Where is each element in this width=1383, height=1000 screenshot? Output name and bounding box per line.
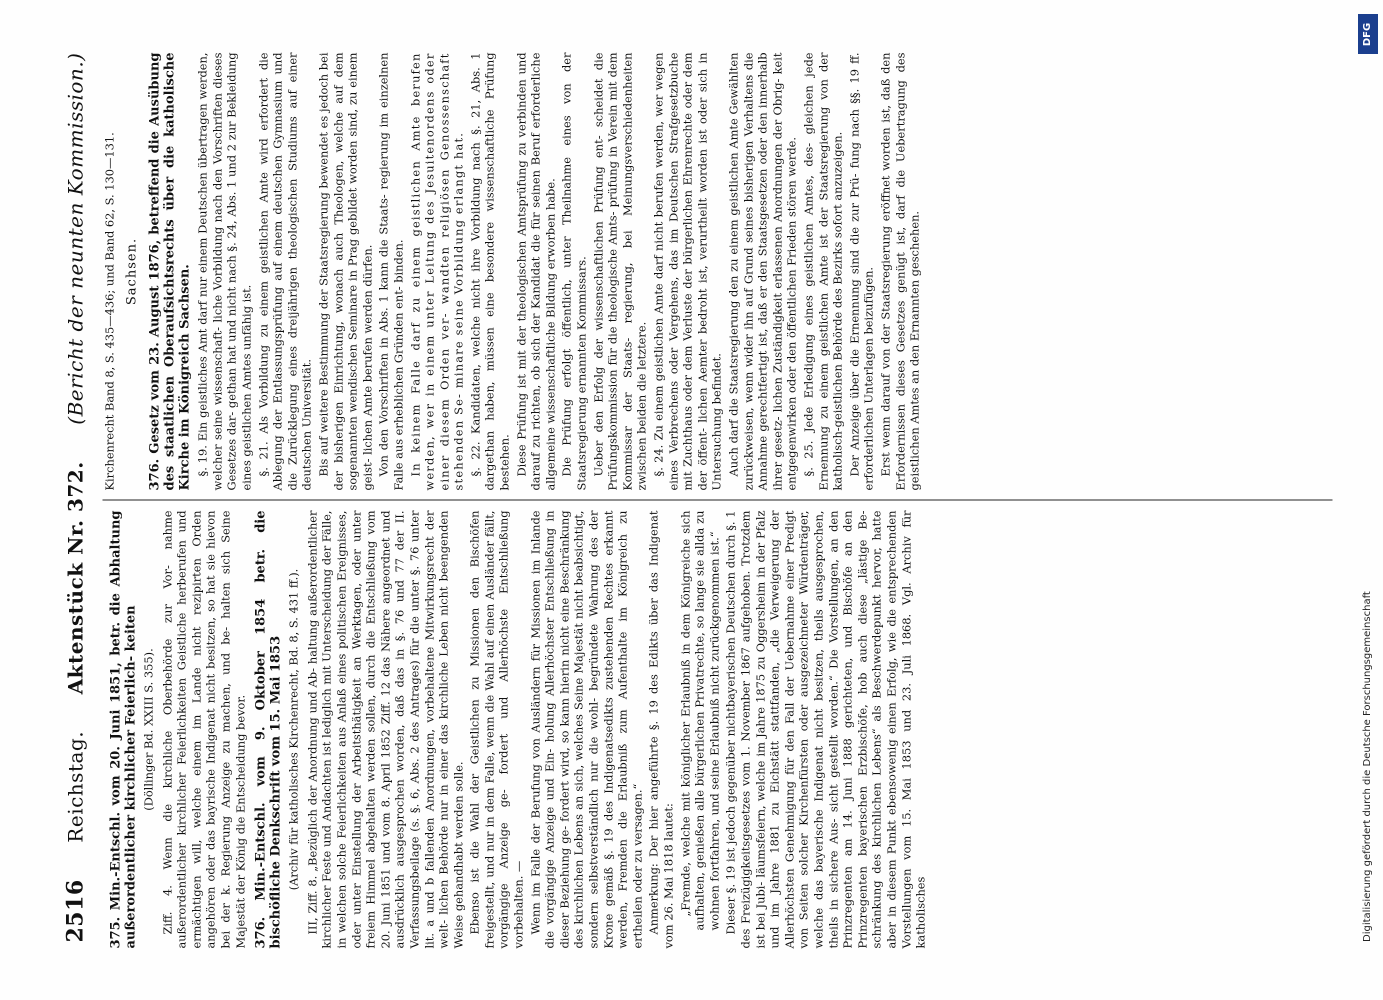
left-column bbox=[102, 510, 930, 948]
section-376-note: Anmerkung: Der hier angeführte §. 19 des Edikts über das Indigenat vom 26. Mai 1818 lautet: bbox=[646, 510, 675, 948]
section-376-reference: (Archiv für katholisches Kirchenrecht, Bd. 8, S. 431 ff.). bbox=[286, 568, 301, 890]
paragraph-19: §. 19. Ein geistliches Amt darf nur einem Deutschen übertragen werden, welcher seine wissenschaft- liche Vorbildung nach den Vorschriften dieses Gesetzes dar- gethan hat und nicht nach §. 24, Abs. 1 und 2 zur Bekleidung eines geistlichen Amtes unfähig ist. bbox=[195, 52, 253, 490]
paragraph-24-b: Auch darf die Staatsregierung den zu einem geistlichen Amte Gewählten zurückweisen, wenn wider ihn auf Grund seines bisherigen Verhaltens die Annahme gerechtfertigt ist, daß er den Staatsgesetzen oder den innerhalb ihrer gesetz- lichen Zuständigkeit erlassenen Anordnungen der Obrig- keit entgegenwirken oder den öffentlichen Frieden stören werde. bbox=[725, 52, 799, 490]
column-rule bbox=[102, 499, 1332, 500]
digitization-credit bbox=[1356, 14, 1380, 984]
paragraph-22-b: Diese Prüfung ist mit der theologischen Amtsprüfung zu verbinden und darauf zu richten, ob sich der Kandidat die für seinen Beruf erforderliche allgemeine wissenschaftliche Bildung erworben habe. bbox=[513, 52, 557, 490]
paragraph-21-c: Von den Vorschriften in Abs. 1 kann die Staats- regierung im einzelnen Falle aus erheblichen Gründen ent- binden. bbox=[376, 52, 405, 490]
section-376-paragraph-3: Wenn im Falle der Berufung von Ausländern für Missionen im Inlande die vorgängige Anzeige und Ein- holung Allerhöchster Entschließung in dieser Beziehung ge- fordert wird, so kann hierin nicht eine Beschränkung des kirchlichen Lebens an sich, welches Seine Majestät nicht beabsichtigt, sondern selbstverständlich nur die wohl- begründete Wahrung des der Krone gemäß §. 19 des Indigenatsedikts zustehenden Rechtes erkannt werden, Fremden die Erlaubniß zum Aufenthalte im Königreich zu ertheilen oder zu versagen.“ bbox=[527, 510, 644, 948]
right-column-intro: Kirchenrecht Band 8, S. 435—436; und Band 62, S. 130—131. bbox=[102, 131, 116, 490]
paragraph-21-d: In keinem Falle darf zu einem geistlichen Amte berufen werden, wer in einem unter Leitung des Jesuitenordens oder einer diesem Orden ver- wandten religiösen Genossenschaft stehenden Se- minare seine Vorbildung erlangt hat. bbox=[407, 52, 466, 490]
section-376-paragraph-2: Ebenso ist die Wahl der Geistlichen zu Missionen den Bischöfen freigestellt, und nur in dem Falle, wenn die Wahl auf einen Ausländer fällt, vorgängige Anzeige ge- fordert und Allerhöchste Entschließung vorbehalten. — bbox=[467, 510, 526, 948]
paragraph-21: §. 21. Als Vorbildung zu einem geistlichen Amte wird erfordert die Ablegung der Entlassungsprüfung auf einem deutschen Gymnasium und die Zurücklegung eines dreijährigen theologischen Studiums auf einer deutschen Universität. bbox=[255, 52, 314, 490]
paragraph-22-d: Ueber den Erfolg der wissenschaftlichen Prüfung ent- scheidet die Prüfungskommission für die theologische Amts- prüfung in Verein mit dem Kommissar der Staats- regierung, bei Meinungsverschiedenheiten zwischen beiden die letztere. bbox=[590, 52, 649, 490]
state-heading: Sachsen. bbox=[123, 237, 139, 305]
running-head-left: Reichstag. bbox=[63, 730, 87, 843]
running-head-center: Aktenstück Nr. 372. bbox=[63, 460, 87, 694]
right-column bbox=[102, 52, 930, 490]
running-head bbox=[62, 52, 88, 948]
section-375-paragraph: Ziff. 4. Wenn die kirchliche Oberbehörde zur Vor- nahme außerordentlicher kirchlicher Feierlichkeiten Geistliche herberufen und ermächtigen will, welche einem im Lande nicht rezipirten Orden angehören oder das bayrische Indigenat nicht besitzen, so hat sie hievon bei der k. Regierung Anzeige zu machen, und be- halten sich Seine Majestät der König die Entscheidung bevor. bbox=[159, 510, 247, 948]
paragraph-22: §. 22. Kandidaten, welche nicht ihre Vorbildung nach §. 21, Abs. 1 dargethan haben, müssen eine besondere wissenschaftliche Prüfung bestehen. bbox=[467, 52, 512, 490]
section-375-title: 375. Min.-Entschl. vom 20. Juni 1851, betr. die Abhaltung außerordentlicher kirchlicher Feierlich- keiten bbox=[108, 510, 138, 948]
paragraph-21-b: Bis auf weitere Bestimmung der Staatsregierung bewendet es jedoch bei der bisherigen Einrichtung, wonach auch Theologen, welche auf dem sogenannten wendischen Seminare in Prag gebildet worden sind, zu einem geist- lichen Amte berufen werden dürfen. bbox=[315, 52, 374, 490]
dfg-logo-text: DFG bbox=[1362, 22, 1374, 46]
section-376-quote: „Fremde, welche mit königlicher Erlaubniß in dem Königreiche sich aufhalten, genießen alle bürgerlichen Privatrechte, so lange sie allda zu wohnen fortfahren, und seine Erlaubniß nicht zurückgenommen ist.“ bbox=[677, 510, 721, 930]
paragraph-25-c: Erst wenn darauf von der Staatsregierung eröffnet worden ist, daß den Erfordernissen dieses Gesetzes genügt ist, darf die Uebertragung des geistlichen Amtes an den Ernannten geschehen. bbox=[877, 52, 922, 490]
page-number: 2516 bbox=[62, 878, 88, 942]
section-376-title: 376. Min.-Entschl. vom 9. Oktober 1854 betr. die bischöfliche Denkschrift vom 15. Mai 1853 bbox=[253, 510, 284, 948]
running-head-right: (Bericht der neunten Kommission.) bbox=[63, 52, 87, 425]
text-columns bbox=[102, 52, 930, 948]
paragraph-25-b: Der Anzeige über die Ernennung sind die zur Prü- fung nach §§. 19 ff. erforderlichen Unterlagen beizufügen. bbox=[846, 52, 876, 490]
paragraph-24: §. 24. Zu einem geistlichen Amte darf nicht berufen werden, wer wegen eines Verbrechens oder Vergehens, das im Deutschen Strafgesetzbuche mit Zuchthaus oder dem Verluste der bürgerlichen Ehrenrechte oder dem der öffent- lichen Aemter bedroht ist, verurtheilt worden ist oder sich in Untersuchung befindet. bbox=[651, 52, 724, 490]
paragraph-22-c: Die Prüfung erfolgt öffentlich, unter Theilnahme eines von der Staatsregierung ernannten Kommissars. bbox=[559, 52, 589, 490]
paragraph-25: §. 25. Jede Erledigung eines geistlichen Amtes, des- gleichen jede Ernennung zu einem geistlichen Amte ist der Staatsregierung von der katholisch-geistlichen Behörde des Bezirks sofort anzuzeigen. bbox=[800, 52, 845, 490]
section-376-saxony-title: 376. Gesetz vom 23. August 1876, betreffend die Ausübung des staatlichen Oberaufsichtsrechts über die katholische Kirche im Königreich Sachsen. bbox=[147, 52, 193, 490]
credit-text: Digitalisierung gefördert durch die Deutsche Forschungsgemeinschaft bbox=[1362, 591, 1373, 942]
section-376-paragraph-4: Dieser §. 19 ist jedoch gegenüber nichtbayerischen Deutschen durch §. 1 des Freizügigkeitsgesetzes vom 1. November 1867 aufgehoben. Trotzdem ist bei Jubi- läumsfeiern, welche im Jahre 1875 zu Oggersheim in der Pfalz und im Jahre 1881 zu Eichstätt stattfanden, „die Verweigerung der Allerhöchsten Genehmigung für den Fall der Uebernahme einer Predigt von Seiten solcher Kirchenfürsten oder ausgezeichneter Würdenträger, welche das bayerische Indigenat nicht besitzen, theils ausgesprochen, theils in sichere Aus- sicht gestellt worden.“ Die Vorstellungen, an den Prinzregenten am 14. Juni 1888 gerichteten, und Bischöfe an den Prinzregenten bayerischen Erzbischöfe, hob auch diese „lästige Be- schränkung des kirchlichen Lebens“ als Beschwerdepunkt hervor, hatte aber in diesem Punkt ebensowenig einen Erfolg, wie die entsprechenden Vorstellungen vom 15. Mai 1853 und 23. Juli 1868. Vgl. Archiv für katholisches bbox=[723, 510, 928, 948]
section-375-reference: (Döllinger Bd. XXIII S. 355). bbox=[141, 647, 155, 811]
section-376-paragraph-1: III, Ziff. 8. „Bezüglich der Anordnung und Ab- haltung außerordentlicher kirchlicher Feste und Andachten ist lediglich mit Unterscheidung der Fälle, in welchen solche Feierlichkeiten aus Anlaß eines politischen Ereignisses, oder unter Einstellung der Arbeitsthätigkeit an Werktagen, oder unter freiem Himmel abgehalten werden sollen, durch die Entschließung vom 20. Juni 1851 und vom 8. April 1852 Ziff. 12 das Nähere angeordnet und ausdrücklich ausgesprochen worden, daß das in §. 76 und 77 der II. Verfassungsbeilage (s. §. 6, Abs. 2 des Antrages) für die unter §. 76 unter lit. a und b fallenden Anordnungen, vorbehaltene Mitwirkungsrecht der welt- lichen Behörde nur in einer das kirchliche Leben nicht beengenden Weise gehandhabt werden solle. bbox=[304, 510, 465, 948]
